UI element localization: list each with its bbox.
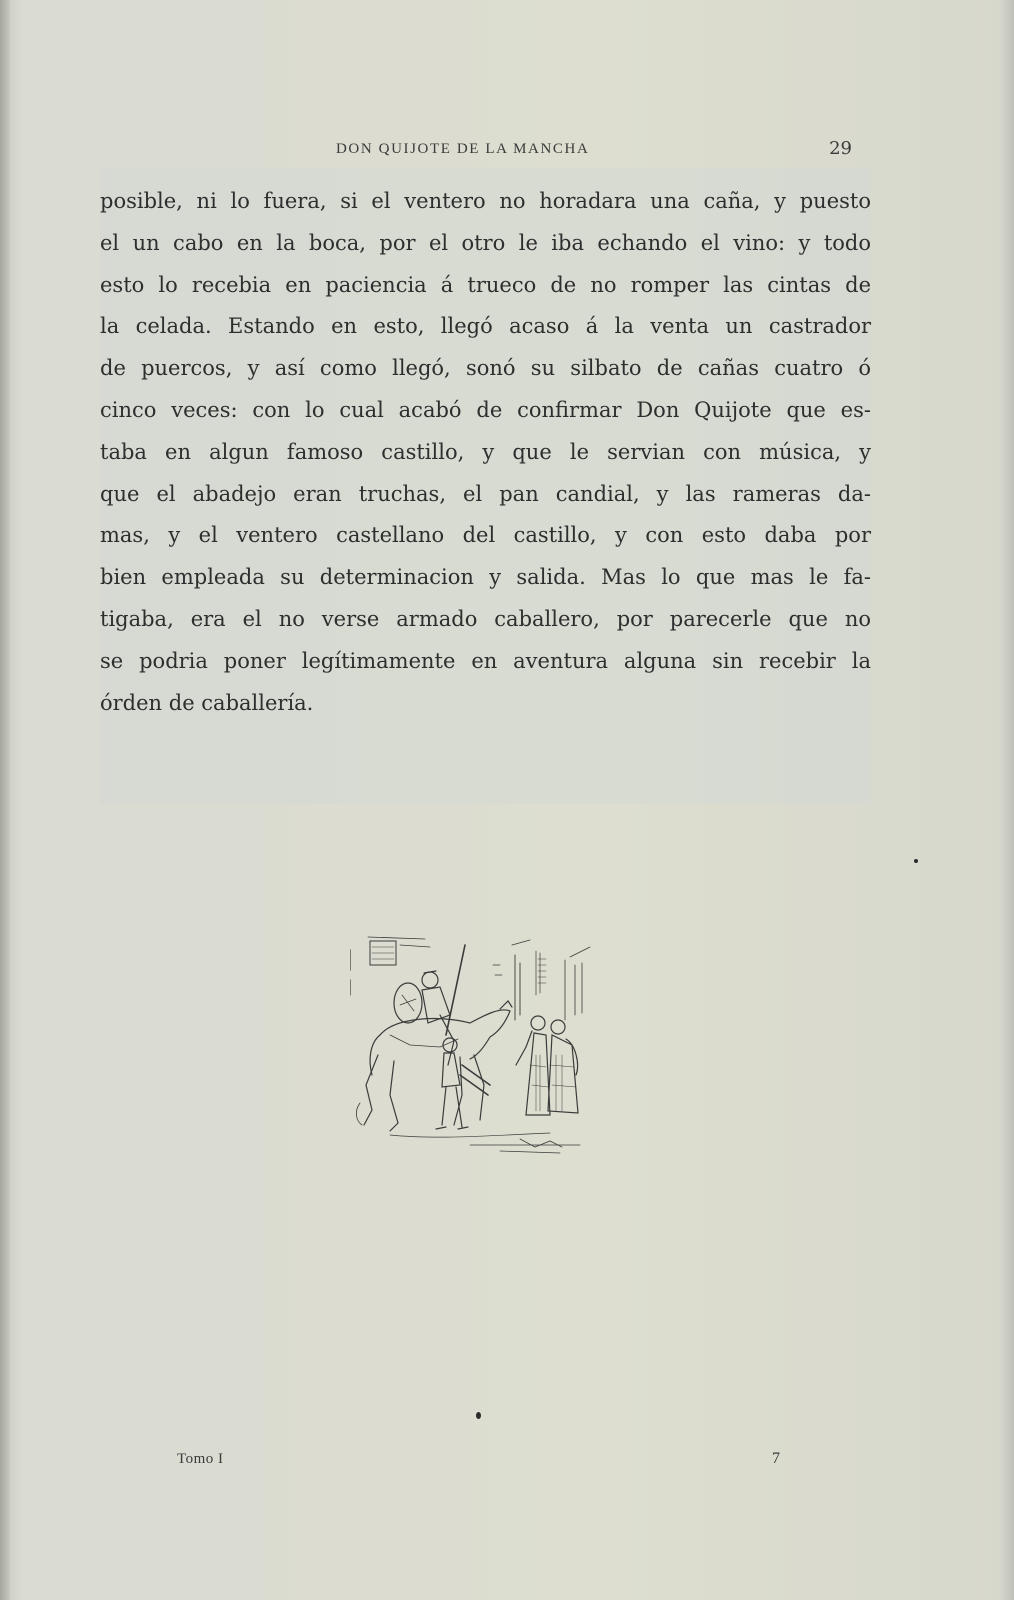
text-line: tigaba, era el no verse armado caballero, por parecerle que no: [100, 606, 871, 631]
running-head-title: DON QUIJOTE DE LA MANCHA: [336, 141, 590, 157]
text-line: el un cabo en la boca, por el otro le iba echando el vino: y todo: [100, 230, 871, 255]
ink-speck: [914, 859, 918, 863]
text-line: cinco veces: con lo cual acabó de confirmar Don Quijote que es-: [100, 397, 871, 422]
text-line: de puercos, y así como llegó, sonó su silbato de cañas cuatro ó: [100, 356, 871, 381]
page-right-edge: [1000, 0, 1014, 1600]
text-line: bien empleada su determinacion y salida. Mas lo que mas le fa-: [100, 565, 871, 590]
text-line: mas, y el ventero castellano del castillo, y con esto daba por: [100, 523, 871, 548]
page-number: 29: [829, 138, 852, 159]
text-line: órden de caballería.: [100, 690, 314, 715]
running-head: [100, 138, 860, 162]
footer-signature: 7: [772, 1450, 780, 1467]
text-line: taba en algun famoso castillo, y que le servian con música, y: [100, 439, 871, 464]
text-line: se podria poner legítimamente en aventura alguna sin recebir la: [100, 648, 871, 673]
ink-speck: [476, 1412, 481, 1419]
text-line: que el abadejo eran truchas, el pan candial, y las rameras da-: [100, 481, 871, 506]
text-line: la celada. Estando en esto, llegó acaso á la venta un castrador: [100, 314, 871, 339]
page-left-edge: [0, 0, 10, 1600]
text-line: posible, ni lo fuera, si el ventero no horadara una caña, y puesto: [100, 189, 871, 213]
body-text: [100, 181, 871, 724]
text-line: esto lo recebia en paciencia á trueco de no romper las cintas de: [100, 272, 871, 297]
engraving-illustration: [350, 935, 610, 1175]
footer-volume: Tomo I: [177, 1451, 224, 1467]
